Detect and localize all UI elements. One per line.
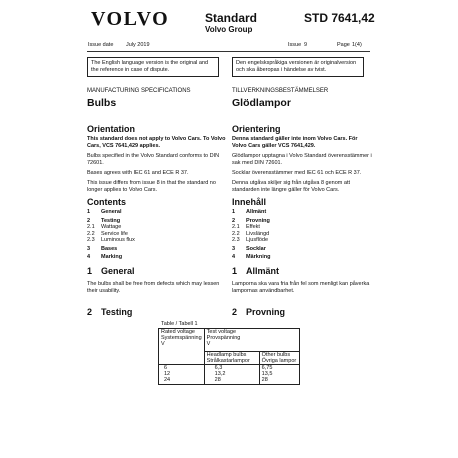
notice-english: The English language version is the original and the reference in case of dispute. [87, 57, 219, 77]
sv-toc-item: 2.3 Ljusflöde [232, 237, 269, 243]
sv-toc-item: 1 Allmänt [232, 209, 267, 215]
en-contents-list [87, 209, 135, 261]
table-row: 6 12 24 6,3 13,2 28 6,75 13,5 28 [159, 365, 300, 385]
standard-number: STD 7641,42 [304, 11, 375, 25]
en-orientation-p2: Bases agrees with IEC 61 and ECE R 37. [87, 170, 189, 176]
en-toc-item: 4 Marking [87, 254, 123, 260]
sv-section-1-text: Lamporna ska vara fria från fel som menligt kan påverka lampornas användbarhet. [232, 281, 370, 294]
sv-toc-item: 3 Socklar [232, 245, 266, 252]
page-number: 1(4) [352, 42, 362, 48]
en-orientation-note: This standard does not apply to Volvo Cars. To Volvo Cars, VCS 7641,429 applies. [87, 136, 226, 149]
other-bulbs-header: Other bulbs Övriga lampor [259, 351, 299, 364]
sv-toc-item: 2 Provning [232, 217, 270, 224]
en-title: Bulbs [87, 97, 117, 109]
sv-orientation-p2: Socklar överensstämmer med IEC 61 och ECE R 37. [232, 170, 362, 176]
table-caption: Table / Tabell 1 [161, 321, 198, 327]
page-label: Page [337, 42, 350, 48]
sv-orientation-p3: Denna utgåva skiljer sig från utgåva 8 genom att standarden inte längre gäller för Volvo Cars. [232, 180, 351, 193]
issue-number: 9 [304, 42, 308, 48]
test-voltage-header: Test voltage Provspänning V [204, 329, 299, 352]
en-toc-item: 2.1 Wattage [87, 224, 122, 230]
en-contents-heading: Contents [87, 197, 126, 207]
sv-orientation-note: Denna standard gäller inte inom Volvo Cars. För Volvo Cars gäller VCS 7641,429. [232, 136, 358, 149]
sv-contents-list [232, 209, 270, 261]
issue-label: Issue [288, 42, 302, 48]
sv-toc-item: 2.1 Effekt [232, 224, 260, 230]
sv-orientation-heading: Orientering [232, 124, 281, 134]
en-toc-item: 2.3 Luminous flux [87, 237, 135, 243]
notice-swedish: Den engelskspråkiga versionen är originalversion och ska åberopas i händelse av tvist. [232, 57, 364, 77]
header-divider [87, 51, 370, 52]
en-orientation-p3: This issue differs from issue 8 in that the standard no longer applies to Volvo Cars. [87, 180, 216, 193]
en-toc-item: 2.2 Service life [87, 230, 128, 237]
headlamp-bulbs-header: Headlamp bulbs Strålkastarlampor [204, 351, 259, 364]
issue-date: July 2019 [126, 42, 150, 48]
sv-orientation-p1: Glödlampor upptagna i Volvo Standard överensstämmer i sak med DIN 72601. [232, 153, 372, 166]
en-section-2-heading: 2 Testing [87, 307, 133, 317]
en-toc-item: 2 Testing [87, 217, 121, 224]
rated-voltage-header: Rated voltage Systemspänning V [159, 329, 205, 365]
en-section-1-text: The bulbs shall be free from defects which may lessen their usability. [87, 281, 220, 294]
organization: Volvo Group [205, 25, 253, 34]
en-orientation-p1: Bulbs specified in the Volvo Standard conforms to DIN 72601. [87, 153, 220, 166]
sv-section-2-heading: 2 Provning [232, 307, 286, 317]
en-toc-item: 3 Bases [87, 245, 118, 252]
voltage-table [158, 328, 300, 385]
volvo-logo: VOLVO [91, 8, 170, 30]
sv-toc-item: 4 Märkning [232, 254, 271, 260]
en-caption: MANUFACTURING SPECIFICATIONS [87, 88, 191, 94]
sv-title: Glödlampor [232, 97, 291, 109]
issue-date-label: Issue date [88, 42, 114, 48]
sv-section-1-heading: 1 Allmänt [232, 266, 280, 276]
en-section-1-heading: 1 General [87, 266, 135, 276]
sv-contents-heading: Innehåll [232, 197, 267, 207]
en-toc-item: 1 General [87, 209, 122, 215]
sv-caption: TILLVERKNINGSBESTÄMMELSER [232, 88, 329, 94]
document-type: Standard [205, 11, 258, 25]
en-orientation-heading: Orientation [87, 124, 136, 134]
sv-toc-item: 2.2 Livslängd [232, 230, 270, 237]
